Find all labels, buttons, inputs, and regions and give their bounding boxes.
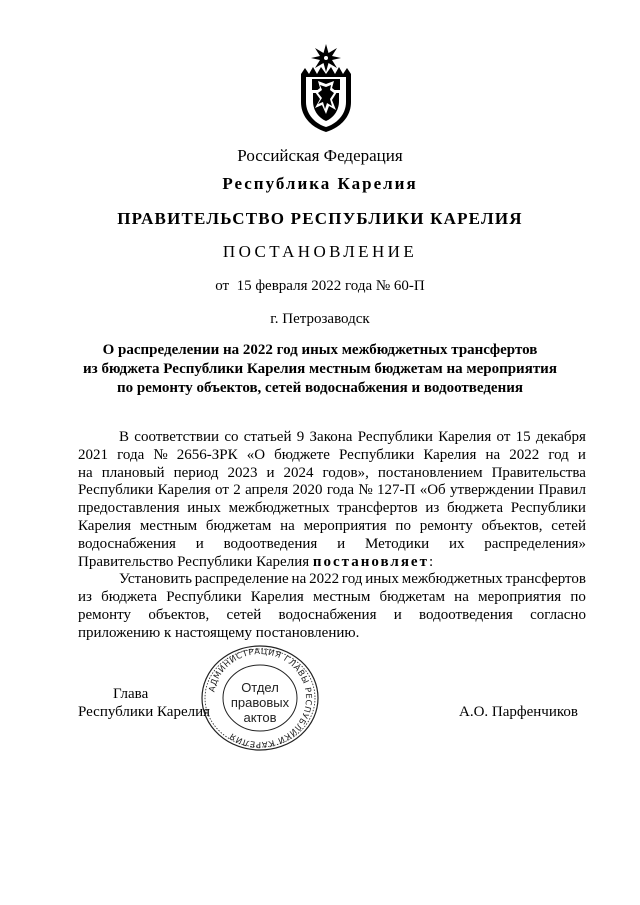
word: Карелия (78, 517, 132, 534)
coat-of-arms-emblem (296, 44, 356, 132)
word: утверждении (450, 482, 534, 499)
word: соответствии (134, 429, 220, 445)
document-type-heading: ПОСТАНОВЛЕНИЕ (222, 242, 418, 261)
word: Карелия (250, 589, 304, 606)
word: «Об (419, 482, 446, 499)
republic-label: Республика Карелия (222, 174, 418, 193)
word: местным (139, 517, 198, 534)
word: Закона (309, 429, 353, 445)
stamp-center-line: Отдел (241, 680, 279, 695)
word: иных (187, 500, 221, 517)
word: ремонту (419, 517, 473, 534)
word: бюджета (447, 500, 503, 517)
word: водоотведения (223, 535, 318, 552)
word: Республики (357, 429, 433, 445)
word: 127-П (377, 482, 416, 499)
word: Карелия (438, 429, 492, 445)
word: № (153, 446, 168, 463)
word: сетей (226, 606, 262, 623)
word: Правил (538, 482, 586, 499)
word: апреля (245, 482, 289, 499)
word: водоотведения (419, 606, 513, 623)
word: Правительства (491, 464, 586, 481)
body-line-text: : (428, 553, 434, 570)
word: межбюджетных (401, 571, 503, 588)
word: Республики (338, 446, 415, 463)
word: года (117, 446, 145, 463)
word: сетей (551, 517, 586, 534)
word: на (454, 589, 469, 606)
word: со (224, 429, 239, 445)
word: 2020 (292, 482, 323, 499)
word: их (448, 535, 465, 552)
signatory-title-line1: Глава (113, 686, 149, 702)
signatory-name: А.О. Парфенчиков (459, 704, 578, 720)
word: межбюджетных (228, 500, 330, 517)
word: бюджете (274, 446, 330, 463)
word: предоставления (78, 500, 180, 517)
word: год (548, 446, 569, 463)
word: по (395, 517, 411, 534)
word: Методики (364, 535, 430, 552)
word: 15 (515, 429, 531, 445)
word: от (496, 429, 511, 445)
body-line (78, 482, 586, 500)
word: и (577, 446, 586, 463)
government-heading: ПРАВИТЕЛЬСТВО РЕСПУБЛИКИ КАРЕЛИЯ (117, 209, 523, 228)
body-line: приложению к настоящему постановлению. (78, 624, 360, 641)
word: на (78, 464, 93, 481)
word: 2022 (309, 571, 340, 588)
word: Республики (510, 500, 586, 517)
word: на (280, 517, 295, 534)
city-label: г. Петрозаводск (270, 311, 370, 327)
word: В (119, 429, 130, 445)
word: бюджетам (379, 589, 445, 606)
word: распределения» (484, 535, 586, 552)
body-line (78, 447, 586, 465)
body-line (78, 607, 586, 625)
word: объектов, (148, 606, 210, 623)
word: и (195, 535, 204, 552)
word: по (570, 589, 586, 606)
title-line: по ремонту объектов, сетей водоснабжения и водоотведения (117, 380, 523, 396)
word: мероприятия (303, 517, 387, 534)
word: декабря (535, 429, 586, 445)
word: распределение (194, 571, 289, 588)
word: 2023 (227, 464, 258, 481)
word: и (393, 606, 402, 623)
decree-date-number: от 15 февраля 2022 года № 60-П (215, 278, 425, 294)
word: трансфертов (505, 571, 586, 588)
round-stamp (198, 644, 322, 752)
body-line (78, 500, 586, 518)
word: период (173, 464, 219, 481)
word: на (485, 446, 501, 463)
word: мероприятия (478, 589, 562, 606)
word: год (341, 571, 363, 588)
word: 2022 (509, 446, 540, 463)
word: Карелия (157, 482, 211, 499)
word: статьей (243, 429, 292, 445)
body-line (78, 518, 586, 536)
stamp-center-line: правовых (230, 695, 290, 710)
word: 2656-ЗРК (176, 446, 238, 463)
word: плановый (101, 464, 165, 481)
stamp-center-line: актов (243, 710, 277, 725)
signatory-title-line2: Республики Карелия (78, 704, 211, 720)
body-line (78, 429, 586, 447)
word: иных (365, 571, 399, 588)
word: из (78, 589, 92, 606)
body-line-text: Правительство Республики Карелия (78, 553, 313, 570)
word: и (337, 535, 346, 552)
word: «О (246, 446, 266, 463)
word: трансфертов (337, 500, 418, 517)
word: 2 (233, 482, 241, 499)
word: 2021 (78, 446, 108, 463)
word: и (266, 464, 275, 481)
word: объектов, (481, 517, 543, 534)
body-line (78, 554, 586, 572)
word: Республики (78, 482, 154, 499)
federation-label: Российская Федерация (237, 146, 403, 165)
word: № (358, 482, 373, 499)
title-line: О распределении на 2022 год иных межбюджетных трансфертов (102, 342, 538, 358)
word: годов», (322, 464, 369, 481)
word: Установить (119, 571, 192, 588)
word: постановлением (377, 464, 483, 481)
word: Республики (166, 589, 242, 606)
body-line (78, 465, 586, 483)
word: бюджета (101, 589, 158, 606)
word: Карелия (423, 446, 477, 463)
stamp-ring-text: АДМИНИСТРАЦИЯ ГЛАВЫ РЕСПУБЛИКИ КАРЕЛИЯ (206, 645, 315, 751)
document-title (0, 341, 640, 398)
word: из (425, 500, 440, 517)
word: местным (313, 589, 371, 606)
word: на (291, 571, 307, 588)
word: ремонту (78, 606, 132, 623)
body-line (78, 536, 586, 554)
word: года (326, 482, 354, 499)
body-line (78, 589, 586, 607)
title-line: из бюджета Республики Карелия местным бюджетам на мероприятия (83, 361, 557, 377)
word: 2024 (283, 464, 314, 481)
word: водоснабжения (78, 535, 176, 552)
word: согласно (530, 606, 586, 623)
resolves-word: постановляет (312, 553, 429, 570)
word: бюджетам (205, 517, 272, 534)
document-body (78, 429, 586, 643)
body-line (78, 571, 586, 589)
word: 9 (296, 429, 305, 445)
word: водоснабжения (278, 606, 377, 623)
word: от (215, 482, 229, 499)
